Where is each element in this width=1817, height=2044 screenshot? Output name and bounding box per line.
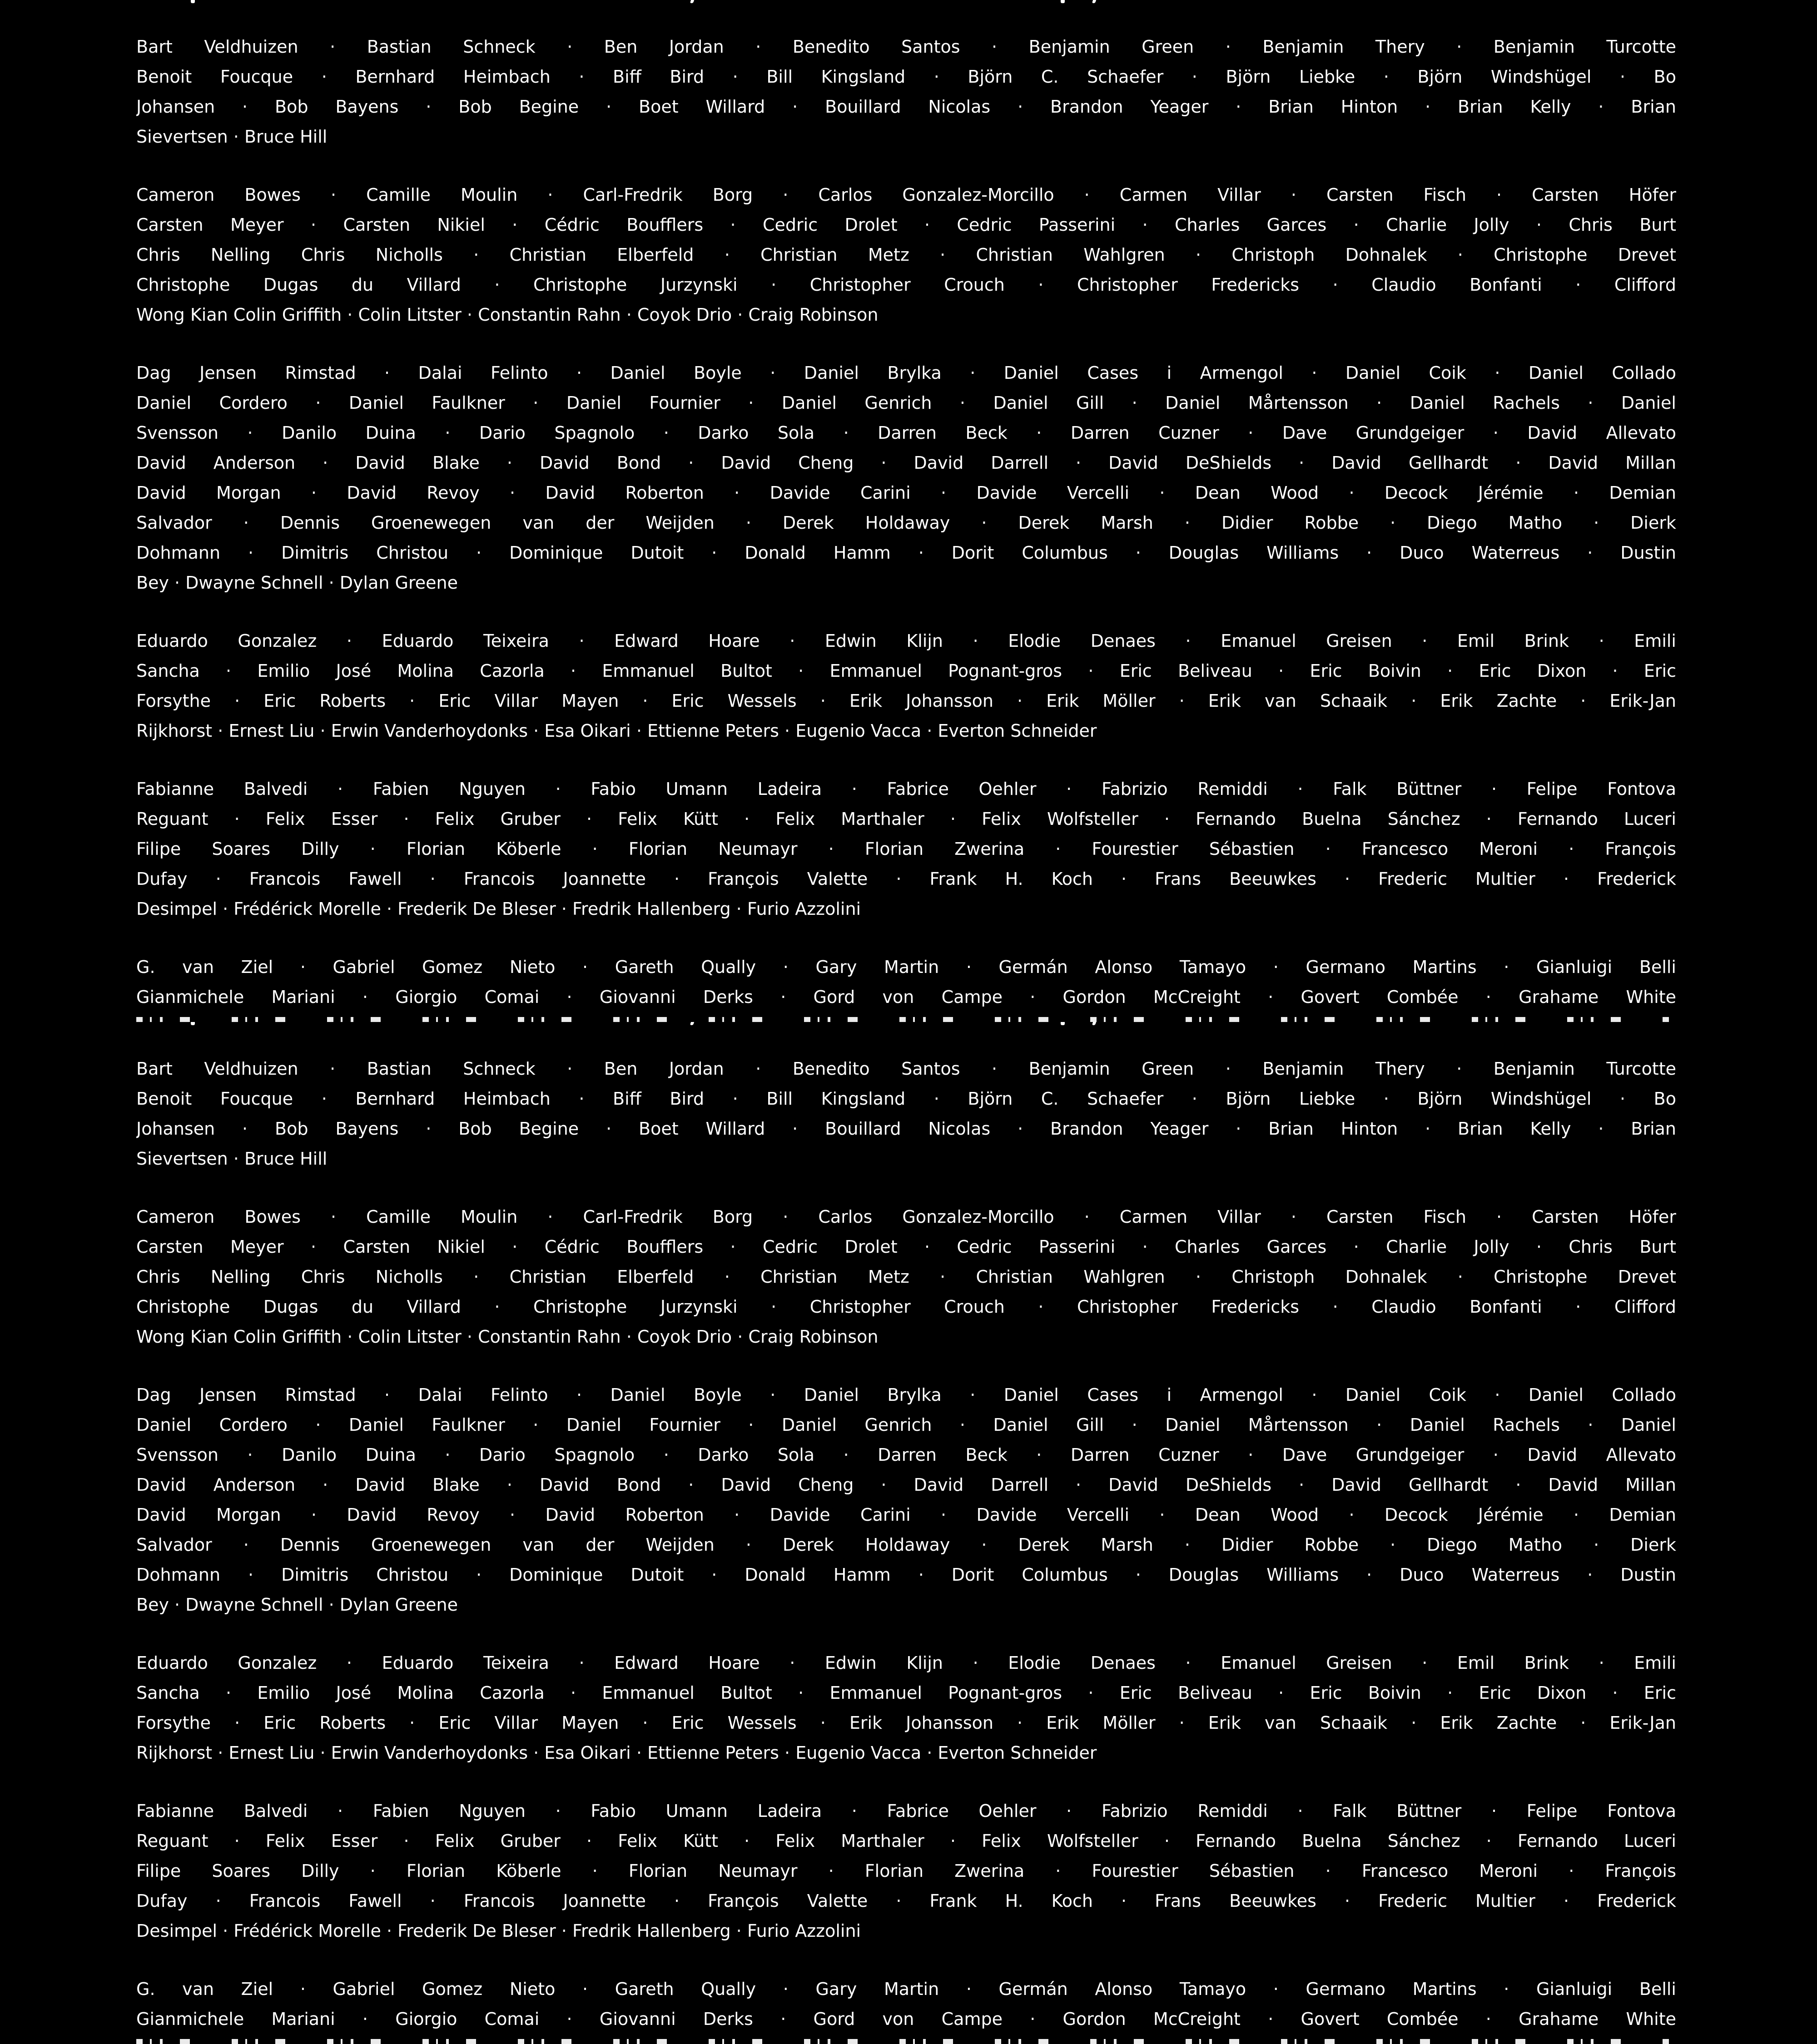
credits-line: Fabianne Balvedi · Fabien Nguyen · Fabio Umann Ladeira · Fabrice Oehler · Fabrizio Remiddi · Falk Büttner · Felipe Fontova: [136, 779, 1676, 799]
credits-line: Forsythe · Eric Roberts · Eric Villar Mayen · Eric Wessels · Erik Johansson · Erik Möller · Erik van Schaaik · Erik Zachte · Erik-Jan: [136, 691, 1676, 711]
credits-line: Sievertsen · Bruce Hill: [136, 127, 328, 147]
clipped-line-descenders: [136, 1022, 1676, 1026]
credits-line: Johansen · Bob Bayens · Bob Begine · Boet Willard · Bouillard Nicolas · Brandon Yeager · Brian Hinton · Brian Kelly · Brian: [136, 97, 1676, 117]
credits-line: G. van Ziel · Gabriel Gomez Nieto · Gareth Qually · Gary Martin · Germán Alonso Tamayo · Germano Martins · Gianluigi Belli: [136, 957, 1676, 977]
clipped-line-glyph-tops: [136, 2039, 1676, 2044]
credits-line: Svensson · Danilo Duina · Dario Spagnolo · Darko Sola · Darren Beck · Darren Cuzner · Dave Grundgeiger · David Allevato: [136, 423, 1676, 443]
credits-line: Benoit Foucque · Bernhard Heimbach · Biff Bird · Bill Kingsland · Björn C. Schaefer · Björn Liebke · Björn Windshügel · Bo: [136, 1089, 1676, 1109]
credits-line: Desimpel · Frédérick Morelle · Frederik De Bleser · Fredrik Hallenberg · Furio Azzolini: [136, 899, 861, 919]
credits-line: Rijkhorst · Ernest Liu · Erwin Vanderhoydonks · Esa Oikari · Ettienne Peters · Eugenio Vacca · Everton Schneider: [136, 721, 1097, 741]
glyph-fragment: [1092, 0, 1096, 3]
credits-group-3: [136, 358, 1676, 598]
glyph-fragment: [1061, 1022, 1065, 1025]
glyph-fragment: [1061, 0, 1065, 3]
credits-group-5: [136, 1796, 1676, 1946]
credits-line: Gianmichele Mariani · Giorgio Comai · Giovanni Derks · Gord von Campe · Gordon McCreight · Govert Combée · Grahame White: [136, 987, 1676, 1007]
credits-line: Daniel Cordero · Daniel Faulkner · Daniel Fournier · Daniel Genrich · Daniel Gill · Daniel Mårtensson · Daniel Rachels · Daniel: [136, 1415, 1676, 1435]
credits-text-column: [136, 1022, 1676, 2034]
credits-group-4: [136, 1648, 1676, 1768]
credits-line: Johansen · Bob Bayens · Bob Begine · Boet Willard · Bouillard Nicolas · Brandon Yeager · Brian Hinton · Brian Kelly · Brian: [136, 1119, 1676, 1139]
glyph-fragment: [191, 0, 195, 3]
credits-line: Daniel Cordero · Daniel Faulkner · Daniel Fournier · Daniel Genrich · Daniel Gill · Daniel Mårtensson · Daniel Rachels · Daniel: [136, 393, 1676, 413]
credits-line: Cameron Bowes · Camille Moulin · Carl-Fredrik Borg · Carlos Gonzalez-Morcillo · Carmen Villar · Carsten Fisch · Carsten Höfer: [136, 1207, 1676, 1227]
credits-line: Salvador · Dennis Groenewegen van der Weijden · Derek Holdaway · Derek Marsh · Didier Robbe · Diego Matho · Dierk: [136, 513, 1676, 533]
credits-line: Carsten Meyer · Carsten Nikiel · Cédric Boufflers · Cedric Drolet · Cedric Passerini · Charles Garces · Charlie Jolly · Chris Burt: [136, 1237, 1676, 1257]
credits-line: Dohmann · Dimitris Christou · Dominique Dutoit · Donald Hamm · Dorit Columbus · Douglas Williams · Duco Waterreus · Dustin: [136, 1565, 1676, 1585]
credits-line: Sancha · Emilio José Molina Cazorla · Emmanuel Bultot · Emmanuel Pognant-gros · Eric Beliveau · Eric Boivin · Eric Dixon · Eric: [136, 661, 1676, 681]
credits-line: Fabianne Balvedi · Fabien Nguyen · Fabio Umann Ladeira · Fabrice Oehler · Fabrizio Remiddi · Falk Büttner · Felipe Fontova: [136, 1801, 1676, 1821]
credits-line: David Morgan · David Revoy · David Roberton · Davide Carini · Davide Vercelli · Dean Wood · Decock Jérémie · Demian: [136, 483, 1676, 503]
credits-groups: [136, 4, 1676, 1012]
credits-group-3: [136, 1380, 1676, 1620]
credits-line: Christophe Dugas du Villard · Christophe Jurzynski · Christopher Crouch · Christopher Fredericks · Claudio Bonfanti · Clifford: [136, 1297, 1676, 1317]
credits-line: Sievertsen · Bruce Hill: [136, 1149, 328, 1169]
credits-line: Eduardo Gonzalez · Eduardo Teixeira · Edward Hoare · Edwin Klijn · Elodie Denaes · Emanuel Greisen · Emil Brink · Emili: [136, 1653, 1676, 1673]
credits-line: Forsythe · Eric Roberts · Eric Villar Mayen · Eric Wessels · Erik Johansson · Erik Möller · Erik van Schaaik · Erik Zachte · Erik-Jan: [136, 1713, 1676, 1733]
credits-line: Filipe Soares Dilly · Florian Köberle · Florian Neumayr · Florian Zwerina · Fourestier Sébastien · Francesco Meroni · François: [136, 1861, 1676, 1881]
credits-line: Dag Jensen Rimstad · Dalai Felinto · Daniel Boyle · Daniel Brylka · Daniel Cases i Armengol · Daniel Coik · Daniel Collado: [136, 363, 1676, 383]
credits-group-1: [136, 1054, 1676, 1174]
credits-group-6: [136, 952, 1676, 1012]
credits-line: Sancha · Emilio José Molina Cazorla · Emmanuel Bultot · Emmanuel Pognant-gros · Eric Beliveau · Eric Boivin · Eric Dixon · Eric: [136, 1683, 1676, 1703]
glyph-fragment: [690, 0, 694, 3]
glyph-fragment: [191, 1022, 195, 1025]
credits-group-4: [136, 626, 1676, 746]
credits-line: Filipe Soares Dilly · Florian Köberle · Florian Neumayr · Florian Zwerina · Fourestier Sébastien · Francesco Meroni · François: [136, 839, 1676, 859]
glyph-fragment: [1092, 1022, 1096, 1025]
credits-line: Cameron Bowes · Camille Moulin · Carl-Fredrik Borg · Carlos Gonzalez-Morcillo · Carmen Villar · Carsten Fisch · Carsten Höfer: [136, 185, 1676, 205]
credits-groups: [136, 1026, 1676, 2034]
credits-line: Bey · Dwayne Schnell · Dylan Greene: [136, 1595, 458, 1615]
credits-line: Benoit Foucque · Bernhard Heimbach · Biff Bird · Bill Kingsland · Björn C. Schaefer · Björn Liebke · Björn Windshügel · Bo: [136, 67, 1676, 87]
credits-line: Svensson · Danilo Duina · Dario Spagnolo · Darko Sola · Darren Beck · Darren Cuzner · Dave Grundgeiger · David Allevato: [136, 1445, 1676, 1465]
credits-line: Chris Nelling Chris Nicholls · Christian Elberfeld · Christian Metz · Christian Wahlgren · Christoph Dohnalek · Christophe Drevet: [136, 1267, 1676, 1287]
credits-line: Dag Jensen Rimstad · Dalai Felinto · Daniel Boyle · Daniel Brylka · Daniel Cases i Armengol · Daniel Coik · Daniel Collado: [136, 1385, 1676, 1405]
clipped-line-glyph-tops: [136, 1017, 1676, 1022]
credits-line: Bart Veldhuizen · Bastian Schneck · Ben Jordan · Benedito Santos · Benjamin Green · Benjamin Thery · Benjamin Turcotte: [136, 37, 1676, 57]
credits-line: David Anderson · David Blake · David Bond · David Cheng · David Darrell · David DeShields · David Gellhardt · David Millan: [136, 1475, 1676, 1495]
credits-line: David Morgan · David Revoy · David Roberton · Davide Carini · Davide Vercelli · Dean Wood · Decock Jérémie · Demian: [136, 1505, 1676, 1525]
credits-line: Dufay · Francois Fawell · Francois Joannette · François Valette · Frank H. Koch · Frans Beeuwkes · Frederic Multier · Frederick: [136, 869, 1676, 889]
credits-line: Reguant · Felix Esser · Felix Gruber · Felix Kütt · Felix Marthaler · Felix Wolfsteller · Fernando Buelna Sánchez · Fernando Luceri: [136, 809, 1676, 829]
credits-line: Carsten Meyer · Carsten Nikiel · Cédric Boufflers · Cedric Drolet · Cedric Passerini · Charles Garces · Charlie Jolly · Chris Burt: [136, 215, 1676, 235]
credits-line: G. van Ziel · Gabriel Gomez Nieto · Gareth Qually · Gary Martin · Germán Alonso Tamayo · Germano Martins · Gianluigi Belli: [136, 1979, 1676, 1999]
credits-line: Gianmichele Mariani · Giorgio Comai · Giovanni Derks · Gord von Campe · Gordon McCreight · Govert Combée · Grahame White: [136, 2009, 1676, 2029]
credits-group-5: [136, 774, 1676, 924]
credits-line: Reguant · Felix Esser · Felix Gruber · Felix Kütt · Felix Marthaler · Felix Wolfsteller · Fernando Buelna Sánchez · Fernando Luceri: [136, 1831, 1676, 1851]
glyph-fragment: [690, 1022, 694, 1025]
credits-line: Dohmann · Dimitris Christou · Dominique Dutoit · Donald Hamm · Dorit Columbus · Douglas Williams · Duco Waterreus · Dustin: [136, 543, 1676, 563]
credits-group-2: [136, 1202, 1676, 1352]
credits-text-column: [136, 0, 1676, 1012]
credits-line: David Anderson · David Blake · David Bond · David Cheng · David Darrell · David DeShields · David Gellhardt · David Millan: [136, 453, 1676, 473]
credits-line: Rijkhorst · Ernest Liu · Erwin Vanderhoydonks · Esa Oikari · Ettienne Peters · Eugenio Vacca · Everton Schneider: [136, 1743, 1097, 1763]
credits-line: Christophe Dugas du Villard · Christophe Jurzynski · Christopher Crouch · Christopher Fredericks · Claudio Bonfanti · Clifford: [136, 275, 1676, 295]
credits-group-2: [136, 180, 1676, 330]
credits-line: Dufay · Francois Fawell · Francois Joannette · François Valette · Frank H. Koch · Frans Beeuwkes · Frederic Multier · Frederick: [136, 1891, 1676, 1911]
credits-line: Chris Nelling Chris Nicholls · Christian Elberfeld · Christian Metz · Christian Wahlgren · Christoph Dohnalek · Christophe Drevet: [136, 245, 1676, 265]
clipped-line-descenders: [136, 0, 1676, 4]
credits-line: Eduardo Gonzalez · Eduardo Teixeira · Edward Hoare · Edwin Klijn · Elodie Denaes · Emanuel Greisen · Emil Brink · Emili: [136, 631, 1676, 651]
credits-line: Wong Kian Colin Griffith · Colin Litster · Constantin Rahn · Coyok Drio · Craig Robinson: [136, 1327, 879, 1347]
credits-line: Wong Kian Colin Griffith · Colin Litster · Constantin Rahn · Coyok Drio · Craig Robinson: [136, 305, 879, 325]
credits-group-6: [136, 1974, 1676, 2034]
credits-line: Bey · Dwayne Schnell · Dylan Greene: [136, 573, 458, 593]
credits-line: Desimpel · Frédérick Morelle · Frederik De Bleser · Fredrik Hallenberg · Furio Azzolini: [136, 1921, 861, 1941]
credits-line: Salvador · Dennis Groenewegen van der Weijden · Derek Holdaway · Derek Marsh · Didier Robbe · Diego Matho · Dierk: [136, 1535, 1676, 1555]
credits-group-1: [136, 32, 1676, 152]
credits-screen-2: [0, 1022, 1817, 2044]
credits-line: Bart Veldhuizen · Bastian Schneck · Ben Jordan · Benedito Santos · Benjamin Green · Benjamin Thery · Benjamin Turcotte: [136, 1059, 1676, 1079]
